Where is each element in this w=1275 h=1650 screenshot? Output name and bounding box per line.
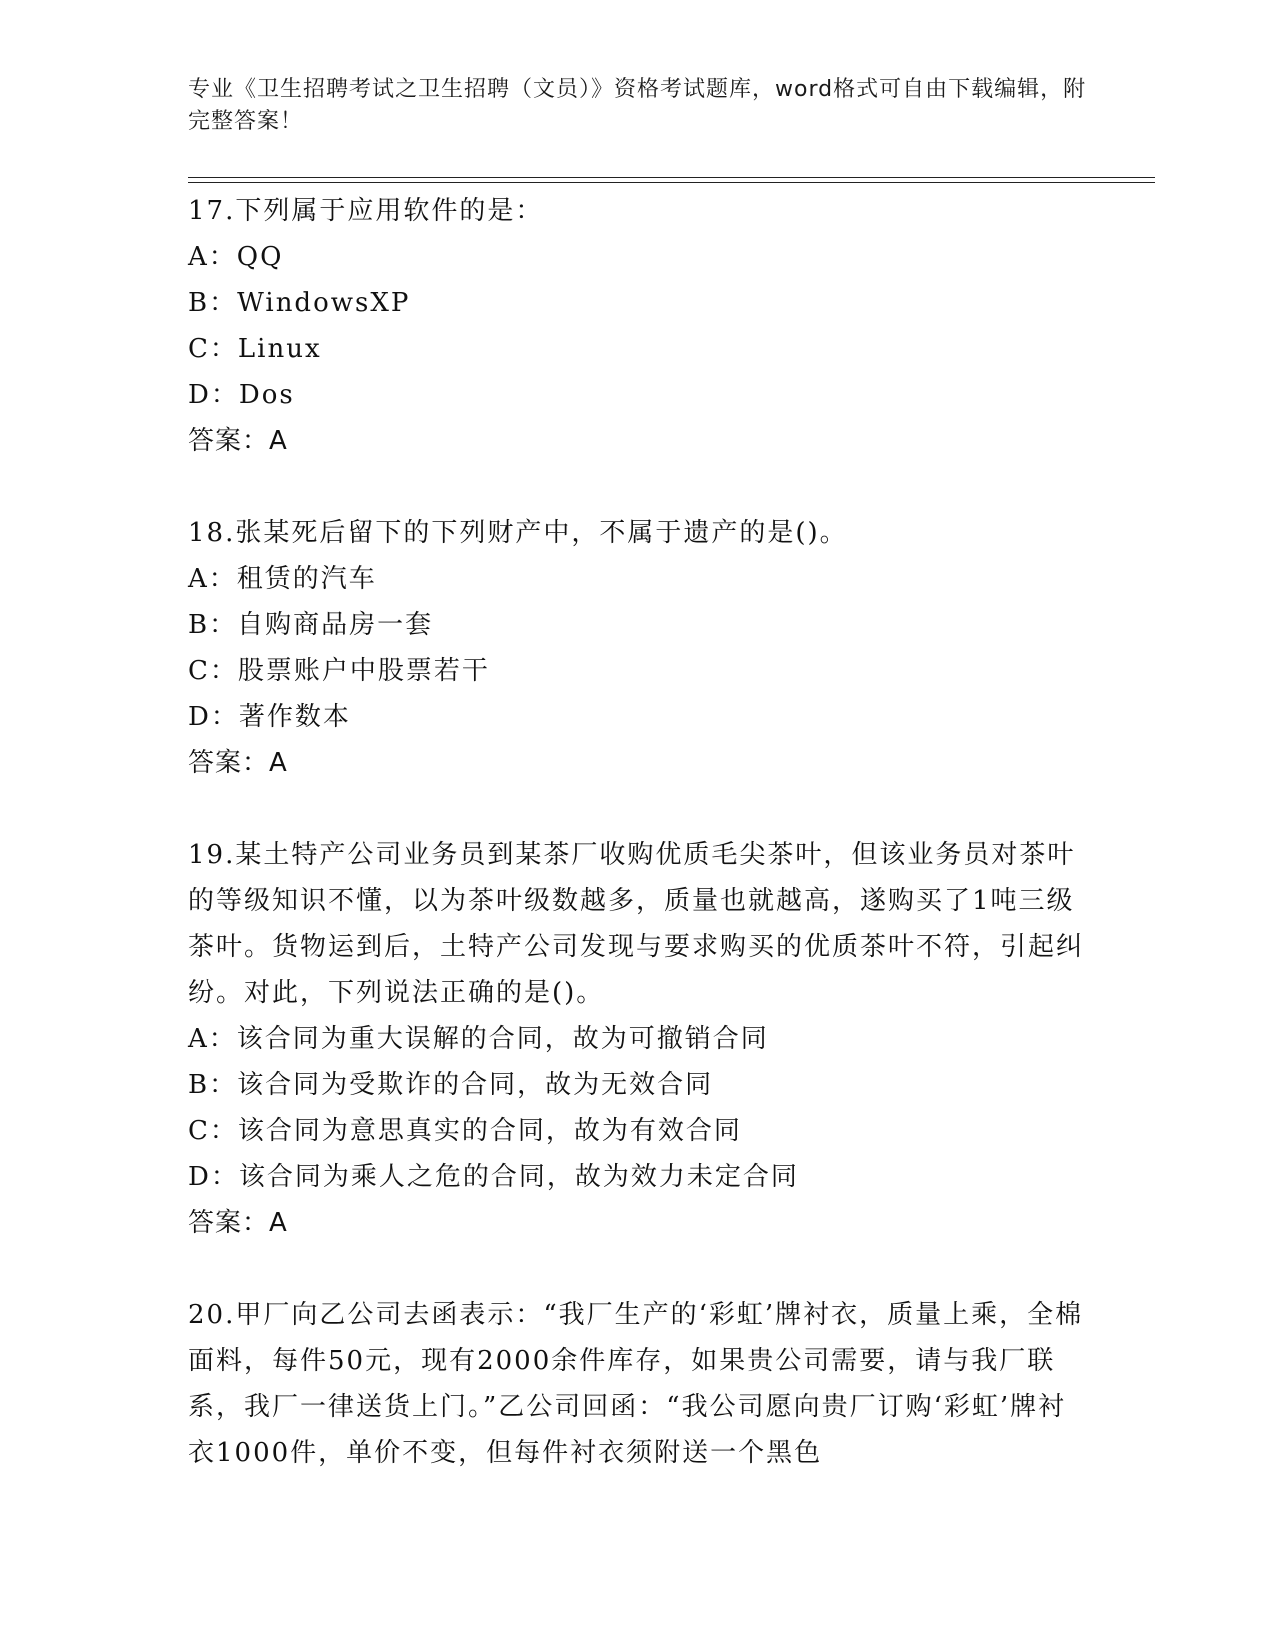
question-list xyxy=(188,188,1088,1476)
option-c: C：Linux xyxy=(188,334,322,364)
question-17 xyxy=(188,188,1088,464)
option-b: B：自购商品房一套 xyxy=(188,610,434,640)
document-header xyxy=(188,74,1088,138)
header-divider-top xyxy=(188,177,1155,178)
question-20 xyxy=(188,1292,1088,1476)
option-d: D：著作数本 xyxy=(188,702,351,732)
header-text: 专业《卫生招聘考试之卫生招聘（文员）》资格考试题库，word格式可自由下载编辑，附完整答案！ xyxy=(188,77,1087,134)
option-d: D：该合同为乘人之危的合同，故为效力未定合同 xyxy=(188,1162,799,1192)
option-c: C：该合同为意思真实的合同，故为有效合同 xyxy=(188,1116,742,1146)
option-a: A：QQ xyxy=(188,242,284,272)
header-divider-bottom xyxy=(188,182,1155,183)
option-d: D：Dos xyxy=(188,380,295,410)
answer-label: 答案：A xyxy=(188,1208,288,1238)
question-stem: 18.张某死后留下的下列财产中，不属于遗产的是()。 xyxy=(188,518,848,548)
question-stem: 19.某土特产公司业务员到某茶厂收购优质毛尖茶叶，但该业务员对茶叶的等级知识不懂，以为茶叶级数越多，质量也就越高，遂购买了1吨三级茶叶。货物运到后，土特产公司发现与要求购买的优质茶叶不符，引起纠纷。对此，下列说法正确的是()。 xyxy=(188,840,1085,1008)
option-a: A：该合同为重大误解的合同，故为可撤销合同 xyxy=(188,1024,769,1054)
option-c: C：股票账户中股票若干 xyxy=(188,656,490,686)
question-stem: 17.下列属于应用软件的是： xyxy=(188,196,544,226)
question-stem: 20.甲厂向乙公司去函表示：“我厂生产的‘彩虹’牌衬衣，质量上乘，全棉面料，每件50元，现有2000余件库存，如果贵公司需要，请与我厂联系，我厂一律送货上门。”乙公司回函：“我公司愿向贵厂订购‘彩虹’牌衬衣1000件，单价不变，但每件衬衣须附送一个黑色 xyxy=(188,1300,1084,1468)
question-19 xyxy=(188,832,1088,1246)
question-18 xyxy=(188,510,1088,786)
answer-label: 答案：A xyxy=(188,426,288,456)
option-b: B：该合同为受欺诈的合同，故为无效合同 xyxy=(188,1070,714,1100)
answer-label: 答案：A xyxy=(188,748,288,778)
option-a: A：租赁的汽车 xyxy=(188,564,377,594)
option-b: B：WindowsXP xyxy=(188,288,411,318)
